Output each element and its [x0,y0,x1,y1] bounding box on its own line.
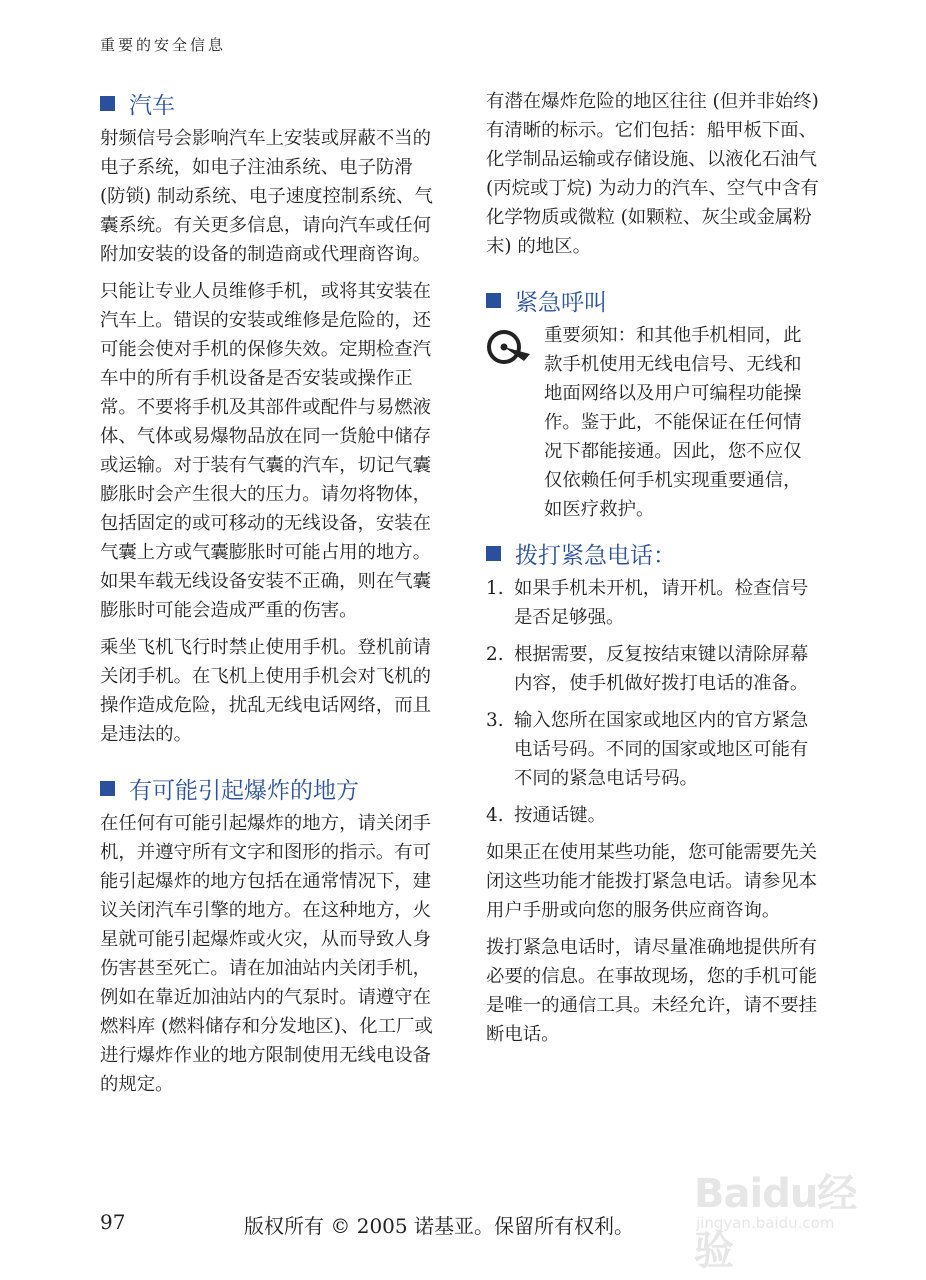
paragraph: 射频信号会影响汽车上安装或屏蔽不当的电子系统，如电子注油系统、电子防滑 (防锁) 制动系统、电子速度控制系统、气囊系统。有关更多信息，请向汽车或任何附加安装的设备的制造商或代理商咨询。 [100,128,433,265]
left-column [100,86,434,1107]
important-note-icon [486,321,544,524]
section-heading-emergency [486,283,826,317]
note-text: 和其他手机相同，此款手机使用无线电信号、无线和地面网络以及用户可编程功能操作。鉴于此，不能保证在任何情况下都能接通。因此，您不应仅仅依赖任何手机实现重要通信，如医疗救护。 [544,325,802,520]
section-heading-car [100,86,434,120]
list-item [486,640,826,698]
step-number: 1. [486,578,504,599]
important-note [486,321,826,524]
watermark-url: jingyan.baidu.com [696,1214,835,1232]
watermark-logo: Baidu经验 [694,1171,857,1274]
watermark [694,1140,894,1274]
note-body [544,321,816,524]
section-square-icon [100,96,115,111]
section-heading-dialing [486,536,826,570]
list-item [486,574,826,632]
steps-list [486,574,826,830]
paragraph: 在任何有可能引起爆炸的地方，请关闭手机，并遵守所有文字和图形的指示。有可能引起爆炸的地方包括在通常情况下，建议关闭汽车引擎的地方。在这种地方，火星就可能引起爆炸或火灾，从而导致人身伤害甚至死亡。请在加油站内关闭手机，例如在靠近加油站内的气泵时。请遵守在燃料库 (燃料储存和分发地区)、化工厂或进行爆炸作业的地方限制使用无线电设备的规定。 [100,813,433,1095]
step-text: 根据需要，反复按结束键以清除屏幕内容，使手机做好拨打电话的准备。 [514,644,809,694]
list-item [486,801,826,830]
section-title: 汽车 [129,92,175,119]
right-column [486,87,826,1057]
step-number: 3. [486,710,504,731]
step-number: 2. [486,644,504,665]
section-title: 紧急呼叫 [515,289,607,316]
paragraph: 如果正在使用某些功能，您可能需要先关闭这些功能才能拨打紧急电话。请参见本用户手册或向您的服务供应商咨询。 [486,842,818,921]
section-square-icon [486,546,501,561]
note-label: 重要须知： [544,325,636,346]
copyright-line: 版权所有 © 2005 诺基亚。保留所有权利。 [244,1214,634,1238]
step-text: 输入您所在国家或地区内的官方紧急电话号码。不同的国家或地区可能有不同的紧急电话号码。 [514,710,809,789]
list-item [486,706,826,793]
section-square-icon [486,293,501,308]
section-square-icon [100,781,115,796]
paragraph: 有潜在爆炸危险的地区往往 (但并非始终) 有清晰的标示。它们包括：船甲板下面、化学制品运输或存储设施、以液化石油气 (丙烷或丁烷) 为动力的汽车、空气中含有化学物质或微粒 (如颗粒、灰尘或金属粉末) 的地区。 [486,91,819,257]
section-title: 有可能引起爆炸的地方 [129,777,359,804]
paragraph: 拨打紧急电话时，请尽量准确地提供所有必要的信息。在事故现场，您的手机可能是唯一的通信工具。未经允许，请不要挂断电话。 [486,937,818,1045]
paragraph: 只能让专业人员维修手机，或将其安装在汽车上。错误的安装或维修是危险的，还可能会使对手机的保修失效。定期检查汽车中的所有手机设备是否安装或操作正常。不要将手机及其部件或配件与易燃液体、气体或易爆物品放在同一货舱中储存或运输。对于装有气囊的汽车，切记气囊膨胀时会产生很大的压力。请勿将物体，包括固定的或可移动的无线设备，安装在气囊上方或气囊膨胀时可能占用的地方。如果车载无线设备安装不正确，则在气囊膨胀时可能会造成严重的伤害。 [100,281,432,621]
step-number: 4. [486,805,504,826]
paragraph: 乘坐飞机飞行时禁止使用手机。登机前请关闭手机。在飞机上使用手机会对飞机的操作造成危险，扰乱无线电话网络，而且是违法的。 [100,637,432,745]
running-header: 重要的安全信息 [100,36,227,54]
section-title: 拨打紧急电话： [515,542,676,569]
step-text: 按通话键。 [514,805,606,826]
page-number: 97 [100,1210,126,1234]
section-heading-explosive [100,771,434,805]
step-text: 如果手机未开机，请开机。检查信号是否足够强。 [514,578,809,628]
